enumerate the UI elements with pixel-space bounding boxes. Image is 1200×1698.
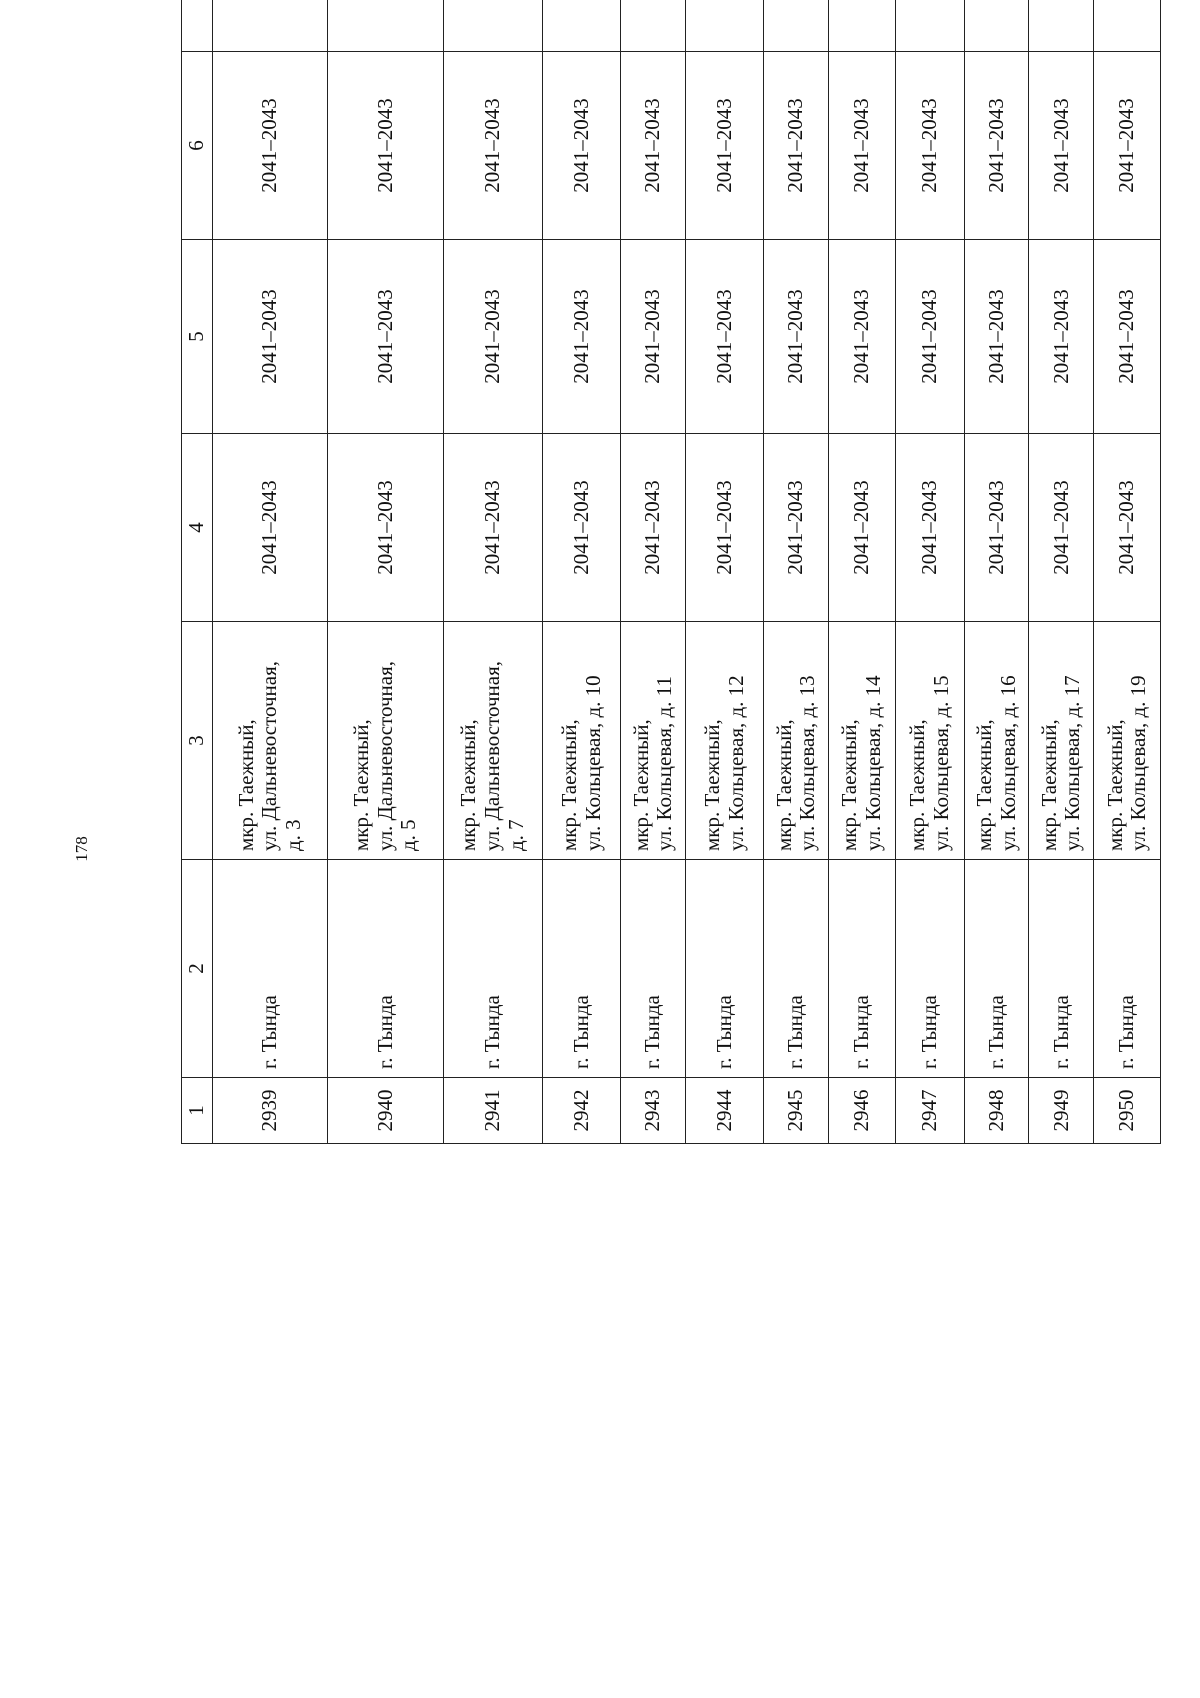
table-row (328, 0, 443, 1144)
column-header-5: 5 (182, 240, 213, 434)
period-cell-5: 2041–2043 (1029, 240, 1094, 434)
period-cell-6: 2041–2043 (621, 52, 686, 240)
rotated-table-container (181, 98, 1161, 1144)
period-cell-6: 2041–2043 (764, 52, 829, 240)
table-body (213, 0, 1161, 1144)
period-cell-4: 2041–2043 (213, 434, 328, 622)
address-line: д. 5 (396, 819, 421, 851)
address-line: ул. Дальневосточная, (372, 660, 397, 851)
row-number-cell: 2949 (1029, 1078, 1094, 1144)
address-line: д. 7 (503, 819, 528, 851)
address-line: мкр. Таежный, (905, 719, 930, 851)
period-cell-6: 2041–2043 (895, 52, 964, 240)
period-cell-4: 2041–2043 (895, 434, 964, 622)
period-cell-6: 2041–2043 (213, 52, 328, 240)
period-cell-4: 2041–2043 (685, 434, 763, 622)
city-cell: г. Тында (621, 860, 686, 1078)
city-cell: г. Тында (542, 860, 620, 1078)
row-number-cell: 2943 (621, 1078, 686, 1144)
period-cell-4: 2041–2043 (328, 434, 443, 622)
row-number-cell: 2939 (213, 1078, 328, 1144)
address-cell (764, 622, 829, 860)
period-cell-5: 2041–2043 (328, 240, 443, 434)
city-cell: г. Тында (895, 860, 964, 1078)
period-cell-4: 2041–2043 (828, 434, 895, 622)
schedule-table (181, 0, 1161, 1144)
period-cell-4: 2041–2043 (964, 434, 1029, 622)
address-line: ул. Кольцевая, д. 14 (860, 675, 885, 851)
city-cell: г. Тында (443, 860, 542, 1078)
row-number-cell: 2947 (895, 1078, 964, 1144)
address-line: ул. Кольцевая, д. 13 (795, 675, 820, 851)
period-cell-7 (328, 0, 443, 52)
period-cell-7 (621, 0, 686, 52)
period-cell-7 (964, 0, 1029, 52)
address-cell (443, 622, 542, 860)
row-number-cell: 2944 (685, 1078, 763, 1144)
period-cell-4: 2041–2043 (443, 434, 542, 622)
period-cell-5: 2041–2043 (621, 240, 686, 434)
table-row (213, 0, 328, 1144)
city-cell: г. Тында (328, 860, 443, 1078)
period-cell-4: 2041–2043 (1094, 434, 1161, 622)
period-cell-7 (764, 0, 829, 52)
address-cell (542, 622, 620, 860)
address-line: мкр. Таежный, (628, 719, 653, 851)
period-cell-7 (213, 0, 328, 52)
row-number-cell: 2946 (828, 1078, 895, 1144)
table-row (895, 0, 964, 1144)
address-line: мкр. Таежный, (972, 719, 997, 851)
address-cell (1094, 622, 1161, 860)
period-cell-4: 2041–2043 (764, 434, 829, 622)
period-cell-5: 2041–2043 (964, 240, 1029, 434)
city-cell: г. Тында (764, 860, 829, 1078)
row-number-cell: 2940 (328, 1078, 443, 1144)
city-cell: г. Тында (964, 860, 1029, 1078)
address-line: мкр. Таежный, (1036, 719, 1061, 851)
period-cell-5: 2041–2043 (542, 240, 620, 434)
column-header-3: 3 (182, 622, 213, 860)
period-cell-6: 2041–2043 (685, 52, 763, 240)
address-line: ул. Кольцевая, д. 16 (995, 675, 1020, 851)
address-cell (213, 622, 328, 860)
address-line: ул. Кольцевая, д. 12 (723, 675, 748, 851)
period-cell-6: 2041–2043 (328, 52, 443, 240)
table-row (764, 0, 829, 1144)
city-cell: г. Тында (1029, 860, 1094, 1078)
address-cell (828, 622, 895, 860)
address-line: ул. Дальневосточная, (257, 660, 282, 851)
address-line: мкр. Таежный, (771, 719, 796, 851)
address-cell (964, 622, 1029, 860)
period-cell-7 (443, 0, 542, 52)
address-line: ул. Кольцевая, д. 17 (1060, 675, 1085, 851)
address-cell (685, 622, 763, 860)
table-row (1029, 0, 1094, 1144)
period-cell-7 (895, 0, 964, 52)
address-line: мкр. Таежный, (349, 719, 374, 851)
period-cell-7 (828, 0, 895, 52)
period-cell-7 (685, 0, 763, 52)
address-line: ул. Кольцевая, д. 15 (928, 675, 953, 851)
address-line: мкр. Таежный, (700, 719, 725, 851)
period-cell-6: 2041–2043 (828, 52, 895, 240)
table-row (443, 0, 542, 1144)
period-cell-6: 2041–2043 (542, 52, 620, 240)
period-cell-5: 2041–2043 (685, 240, 763, 434)
table-row (1094, 0, 1161, 1144)
period-cell-5: 2041–2043 (1094, 240, 1161, 434)
address-line: ул. Кольцевая, д. 10 (580, 675, 605, 851)
period-cell-6: 2041–2043 (1029, 52, 1094, 240)
table-row (542, 0, 620, 1144)
column-header-7 (182, 0, 213, 52)
column-header-4: 4 (182, 434, 213, 622)
address-line: мкр. Таежный, (1102, 719, 1127, 851)
address-line: ул. Кольцевая, д. 19 (1126, 675, 1151, 851)
row-number-cell: 2945 (764, 1078, 829, 1144)
address-cell (895, 622, 964, 860)
row-number-cell: 2948 (964, 1078, 1029, 1144)
row-number-cell: 2950 (1094, 1078, 1161, 1144)
table-row (828, 0, 895, 1144)
address-line: д. 3 (280, 819, 305, 851)
address-line: мкр. Таежный, (837, 719, 862, 851)
period-cell-5: 2041–2043 (895, 240, 964, 434)
period-cell-5: 2041–2043 (443, 240, 542, 434)
city-cell: г. Тында (1094, 860, 1161, 1078)
period-cell-5: 2041–2043 (764, 240, 829, 434)
city-cell: г. Тында (828, 860, 895, 1078)
header-row (182, 0, 213, 1144)
page-number: 178 (72, 836, 91, 862)
period-cell-7 (1029, 0, 1094, 52)
address-line: мкр. Таежный, (456, 719, 481, 851)
address-cell (1029, 622, 1094, 860)
address-line: мкр. Таежный, (233, 719, 258, 851)
city-cell: г. Тында (685, 860, 763, 1078)
period-cell-6: 2041–2043 (443, 52, 542, 240)
column-header-1: 1 (182, 1078, 213, 1144)
period-cell-6: 2041–2043 (1094, 52, 1161, 240)
city-cell: г. Тында (213, 860, 328, 1078)
address-cell (328, 622, 443, 860)
address-cell (621, 622, 686, 860)
address-line: ул. Кольцевая, д. 11 (652, 676, 677, 851)
address-line: ул. Дальневосточная, (479, 660, 504, 851)
period-cell-5: 2041–2043 (828, 240, 895, 434)
address-line: мкр. Таежный, (557, 719, 582, 851)
period-cell-5: 2041–2043 (213, 240, 328, 434)
row-number-cell: 2942 (542, 1078, 620, 1144)
table-row (685, 0, 763, 1144)
period-cell-7 (542, 0, 620, 52)
row-number-cell: 2941 (443, 1078, 542, 1144)
period-cell-4: 2041–2043 (542, 434, 620, 622)
table-row (964, 0, 1029, 1144)
column-header-2: 2 (182, 860, 213, 1078)
column-header-6: 6 (182, 52, 213, 240)
period-cell-7 (1094, 0, 1161, 52)
period-cell-4: 2041–2043 (621, 434, 686, 622)
period-cell-4: 2041–2043 (1029, 434, 1094, 622)
period-cell-6: 2041–2043 (964, 52, 1029, 240)
table-row (621, 0, 686, 1144)
